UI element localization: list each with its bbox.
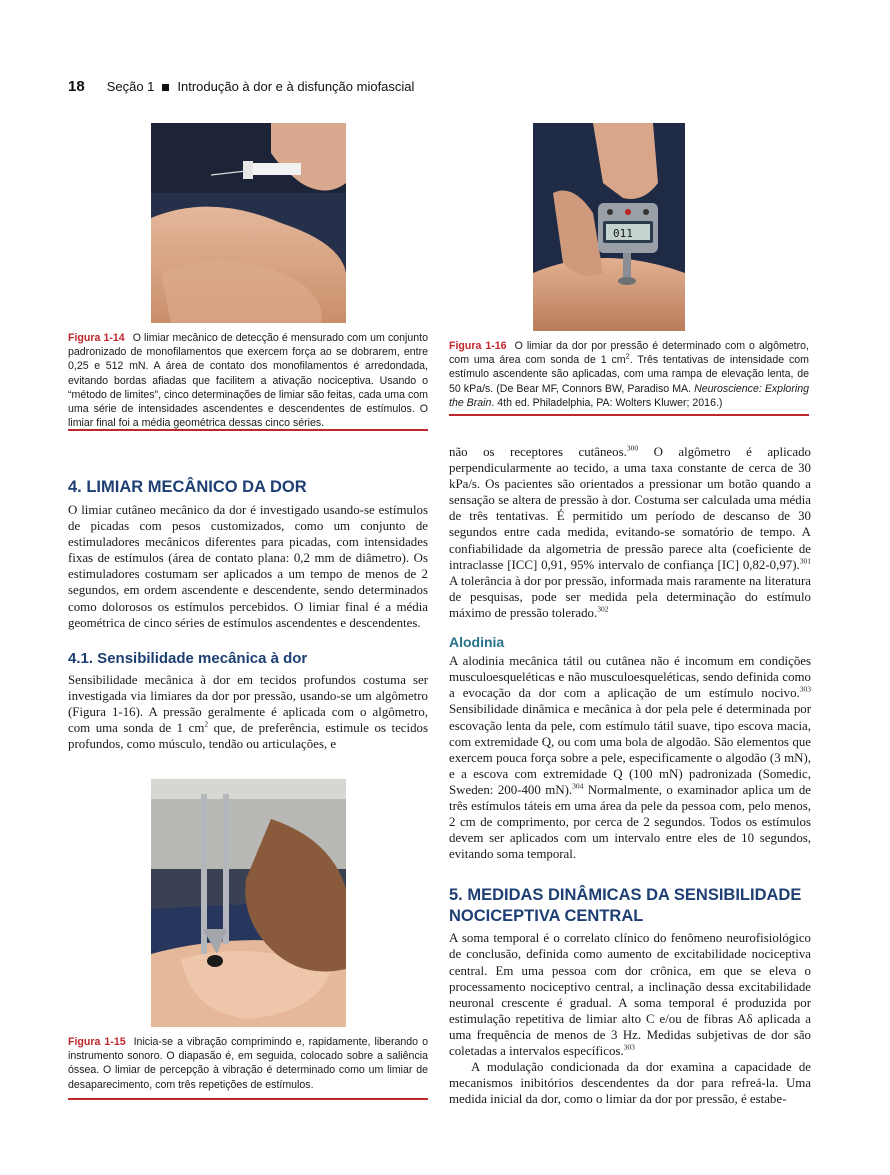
reference-301: 301 [799, 556, 811, 566]
section-4-heading: 4. LIMIAR MECÂNICO DA DOR [68, 478, 307, 496]
section-5-heading-line1: 5. MEDIDAS DINÂMICAS DA SENSIBILIDADE [449, 886, 802, 905]
section-4 [68, 477, 428, 631]
paragraph-alodinia: A alodinia mecânica tátil ou cutânea não é incomum em condições musculoesqueléticas e não musculoesqueléticas, sendo definida como a evocação da dor com a aplicação de um estímulo nocivo.$^{303}$ Sensibilidade dinâmica e mecânica à dor pela pele é determinada por escovação lenta da pele, com estímulo tátil suave, tipo escova macia, com extremidade Q, ou com uma bola de algodão. São elementos que exercem pouca força sobre a pele, especificamente o algodão (3 mN), e a escova com extremidade Q (100 mN) padronizada (Somedic, Sweden: 200-400 mN).$^{304}$ Normalmente, o examinador aplica um de três estímulos táteis em uma área da pele da pessoa com, pelo menos, 2 cm de comprimento, por cerca de 2 segundos. Todos os estímulos devem ser aplicados com um intervalo entre eles de 10 segundos, evitando soma temporal. [449, 654, 812, 862]
reference-304: 304 [572, 781, 584, 791]
figure-1-14-rule [68, 429, 428, 431]
superscript: 2 [625, 351, 630, 361]
reference-303: 303 [799, 685, 811, 695]
section-5-heading-line2: NOCICEPTIVA CENTRAL [449, 907, 644, 926]
figure-1-16-text-cont: . Três tentativas de intensidade com estímulo ascendente são aplicadas, com uma rampa de elevação lenta, de 50 kPa/s. (De Bear MF, Connors BW, Paradiso MA. [449, 354, 809, 395]
figure-1-14-caption [68, 331, 428, 430]
figure-1-15-rule [68, 1098, 428, 1100]
alodinia-heading: Alodinia [449, 634, 505, 651]
figure-1-16-rule [449, 414, 809, 416]
figure-1-16-photo [533, 123, 685, 331]
chapter-title: Introdução à dor e à disfunção miofascial [177, 79, 415, 94]
section-4-1-text-cont: que, de preferência, estimule os tecidos profundos, como músculo, tendão ou articulações, e [68, 721, 429, 752]
paragraph-algometer: não os receptores cutâneos.$^{300}$ O algômetro é aplicado perpendicularmente ao tecido, a uma taxa constante de cerca de 30 kPa/s. Os pacientes são orientados a pressionar um botão quando a sensação se altera de pressão à dor. Costuma ser calculada uma média de três tentativas. É permitido um período de descanso de 30 segundos entre cada medida, evitando-se somatório de tempo. A confiabilidade da algometria de pressão parece alta (coeficiente de intraclasse [ICC] 0,91, 95% intervalo de confiança [IC] 0,82-0,97).$^{301}$ A tolerância à dor por pressão, informada mais raramente na literatura de pesquisas, pode ser medida pela determinação do estímulo máximo de pressão tolerado.$^{302}$ [449, 443, 811, 620]
reference-302: 302 [597, 604, 609, 614]
section-4-paragraph: O limiar cutâneo mecânico da dor é investigado usando-se estímulos de picadas com pesos customizados, como um conjunto de estimuladores mecânicos diferentes para picadas, com intensidades fixas de estímulos (área de contato plana: 0,2 mm de diâmetro). Os estimuladores costumam ser aplicados a um tempo de menos de 2 segundos, em ordem ascendente e descendente, sendo determinados como dolorosos os estímulos percebidos. O limiar final é a média geométrica de cinco séries de estímulos ascendentes e descendentes. [68, 503, 428, 630]
page-number: 18 [68, 78, 85, 95]
reference-303: 303 [623, 1042, 635, 1052]
figure-1-14-text: O limiar mecânico de detecção é mensurado com um conjunto padronizado de monofilamentos que exercem força ao se dobrarem, entre 0,25 e 512 mN. A área de contato dos monofilamentos é arredondada, evitando bordas afiadas que facilitem a ativação nociceptiva. Usando o “método de limites”, cinco determinações de limiar são feitas, cada uma com uma série de intensidades ascendentes e descendentes de estímulos. O limiar final foi a média geométrica dessas cinco séries. [68, 332, 428, 430]
figure-1-16-citation-title: Neuroscience: Exploring the Brain [449, 382, 809, 409]
paragraph-temporal-sum: A soma temporal é o correlato clínico do fenômeno neurofisiológico de conclusão, definida como aumento de excitabilidade nociceptiva central. Em uma pessoa com dor crônica, em que se eleva o processamento nociceptivo central, a inclinação dessa excitabilidade neuronal crescente é gradual. A soma temporal é produzida por estimulação repetitiva de limiar alto C e/ou de fibras Aδ aplicada a uma frequência de menos de 3 Hz. Medidas subjetivas de dor são coletadas a intervalos específicos.$^{303}$ [449, 931, 811, 1058]
figure-1-16-citation-end: . 4th ed. Philadelphia, PA: Wolters Kluwer; 2016.) [491, 396, 723, 409]
reference-300: 300 [626, 443, 639, 453]
section-4-1-paragraph [68, 672, 428, 752]
figure-1-14-label: Figura 1-14 [68, 332, 125, 344]
figure-1-14-photo [151, 123, 346, 323]
figure-1-16-text: O limiar da dor por pressão é determinado com o algômetro, com uma área com sonda de 1 cm [449, 340, 809, 367]
section-label: Seção 1 [106, 79, 155, 94]
figure-1-16-label: Figura 1-16 [449, 340, 507, 352]
running-header [68, 78, 414, 95]
figure-1-15-label: Figura 1-15 [68, 1036, 126, 1048]
right-column [449, 444, 811, 1107]
section-5-heading [449, 885, 811, 927]
figure-1-15-photo [151, 779, 346, 1027]
algometer-display: 011 [613, 227, 633, 240]
figure-1-15-text: Inicia-se a vibração comprimindo e, rapidamente, liberando o instrumento sonoro. O diapasão é, em seguida, colocado sobre a saliência óssea. O limiar de percepção à vibração é determinado como um limiar de desaparecimento, com três repetições de estímulos. [68, 1036, 428, 1091]
section-4-1 [68, 651, 428, 753]
figure-1-16-caption [449, 339, 809, 410]
figure-1-15-caption [68, 1035, 428, 1092]
superscript: 2 [204, 720, 209, 730]
paragraph-conditioned-modulation: A modulação condicionada da dor examina a capacidade de mecanismos inibitórios descendentes da dor para refreá-la. Uma medida inicial da dor, como o limiar da dor por pressão, é estabe- [449, 1060, 811, 1107]
section-4-1-heading: 4.1. Sensibilidade mecânica à dor [68, 650, 308, 667]
square-bullet-icon [162, 84, 169, 91]
section-4-1-text: Sensibilidade mecânica à dor em tecidos profundos costuma ser investigada via limiares da dor por pressão, usando-se um algômetro (Figura 1-16). A pressão geralmente é aplicada com o algômetro, com uma sonda de 1 cm [68, 673, 428, 736]
